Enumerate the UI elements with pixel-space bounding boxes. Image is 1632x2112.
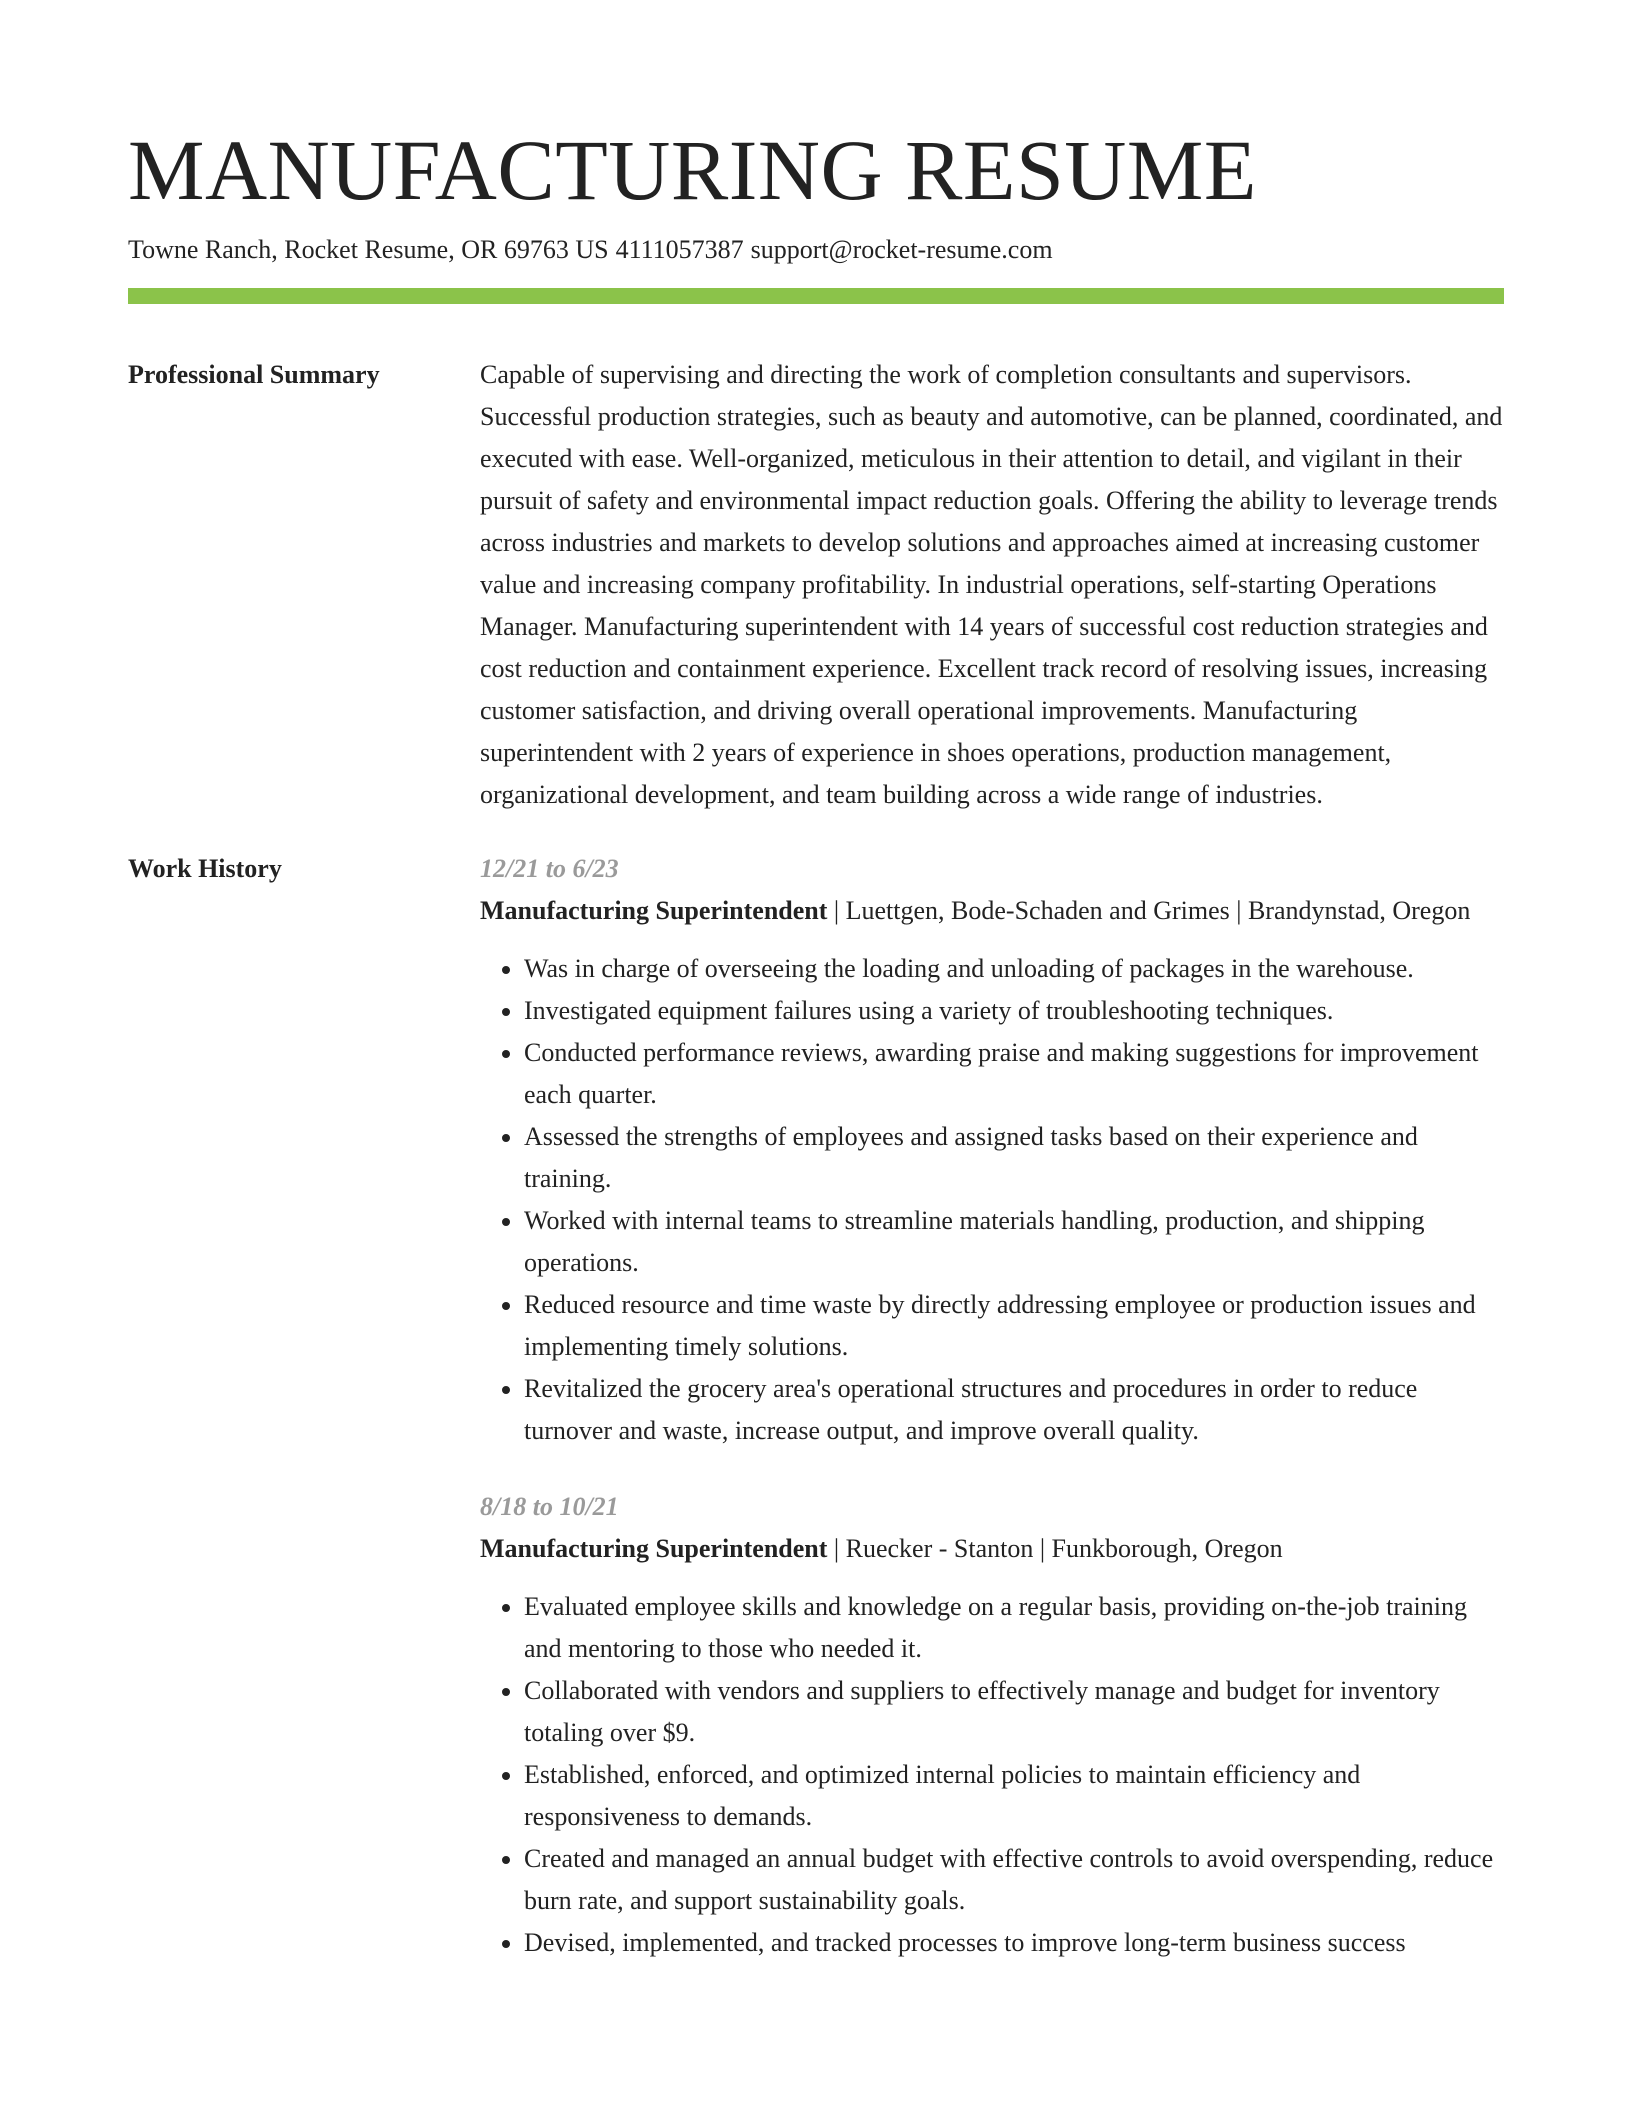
job-entry <box>480 1486 1504 1964</box>
header-divider <box>128 288 1504 304</box>
job-bullet: • Was in charge of overseeing the loading and unloading of packages in the warehouse. <box>524 948 1504 990</box>
contact-address: Towne Ranch, Rocket Resume, OR 69763 US <box>128 235 609 264</box>
job-dates: 12/21 to 6/23 <box>480 854 619 883</box>
job-bullet: • Reduced resource and time waste by directly addressing employee or production issues and implementing timely solutions. <box>524 1284 1504 1368</box>
job-bullets <box>480 948 1504 1452</box>
section-heading-summary: Professional Summary <box>128 360 380 389</box>
job-entry <box>480 848 1504 1452</box>
job-title: Manufacturing Superintendent <box>480 1534 828 1563</box>
job-title: Manufacturing Superintendent <box>480 896 828 925</box>
job-bullet: • Revitalized the grocery area's operational structures and procedures in order to reduce turnover and waste, increase output, and improve overall quality. <box>524 1368 1504 1452</box>
professional-summary-section <box>128 354 1504 816</box>
job-heading <box>480 1528 1504 1570</box>
resume-page <box>128 0 1504 1998</box>
job-bullet: • Devised, implemented, and tracked processes to improve long-term business success <box>524 1922 1504 1964</box>
contact-line <box>128 234 1504 266</box>
job-bullet: • Assessed the strengths of employees and assigned tasks based on their experience and training. <box>524 1116 1504 1200</box>
job-heading <box>480 890 1504 932</box>
job-details: | Ruecker - Stanton | Funkborough, Oregon <box>827 1534 1283 1563</box>
job-bullet: • Conducted performance reviews, awarding praise and making suggestions for improvement each quarter. <box>524 1032 1504 1116</box>
job-dates: 8/18 to 10/21 <box>480 1492 619 1521</box>
summary-text: Capable of supervising and directing the work of completion consultants and supervisors. Successful production strategies, such as beauty and automotive, can be planned, coordinated, and executed with ease. Well-organized, meticulous in their attention to detail, and vigilant in their pursuit of safety and environmental impact reduction goals. Offering the ability to leverage trends across industries and markets to develop solutions and approaches aimed at increasing customer value and increasing company profitability. In industrial operations, self-starting Operations Manager. Manufacturing superintendent with 14 years of successful cost reduction strategies and cost reduction and containment experience. Excellent track record of resolving issues, increasing customer satisfaction, and driving overall operational improvements. Manufacturing superintendent with 2 years of experience in shoes operations, production management, organizational development, and team building across a wide range of industries. <box>480 360 1503 809</box>
job-bullet: • Evaluated employee skills and knowledge on a regular basis, providing on-the-job training and mentoring to those who needed it. <box>524 1586 1504 1670</box>
job-bullet: • Collaborated with vendors and suppliers to effectively manage and budget for inventory totaling over $9. <box>524 1670 1504 1754</box>
contact-phone: 4111057387 <box>615 235 744 264</box>
job-bullet: • Established, enforced, and optimized internal policies to maintain efficiency and responsiveness to demands. <box>524 1754 1504 1838</box>
work-history-body <box>480 848 1504 1998</box>
section-heading-work-history: Work History <box>128 854 282 883</box>
job-details: | Luettgen, Bode-Schaden and Grimes | Brandynstad, Oregon <box>827 896 1471 925</box>
job-bullets <box>480 1586 1504 1964</box>
resume-title: MANUFACTURING RESUME <box>128 122 1257 218</box>
work-history-section <box>128 848 1504 1998</box>
job-bullet: • Worked with internal teams to streamline materials handling, production, and shipping operations. <box>524 1200 1504 1284</box>
job-bullet: • Created and managed an annual budget with effective controls to avoid overspending, reduce burn rate, and support sustainability goals. <box>524 1838 1504 1922</box>
job-bullet: • Investigated equipment failures using a variety of troubleshooting techniques. <box>524 990 1504 1032</box>
summary-body <box>480 354 1504 816</box>
contact-email[interactable]: support@rocket-resume.com <box>750 235 1053 264</box>
